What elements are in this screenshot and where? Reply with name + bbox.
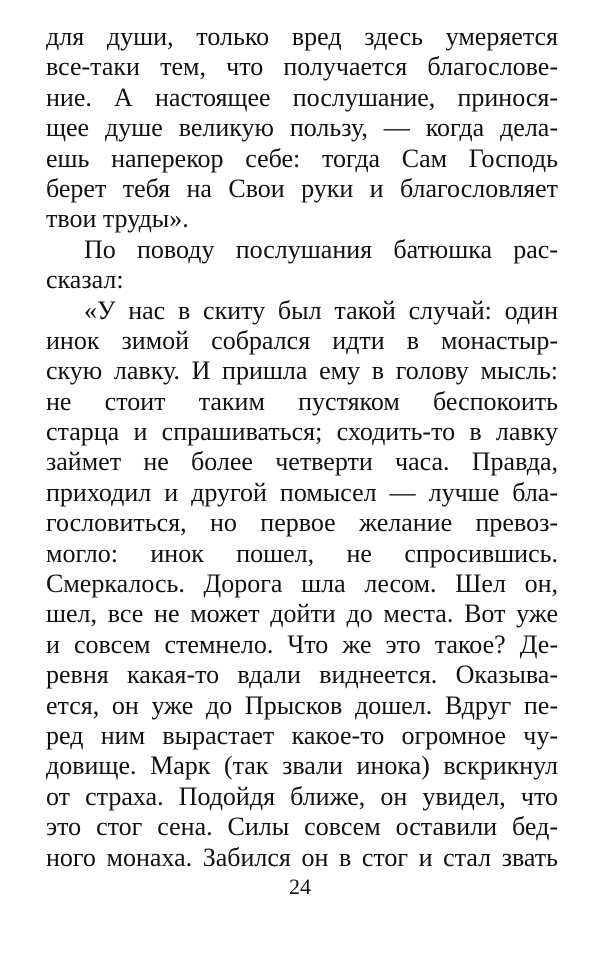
body-text	[46, 22, 558, 873]
text-line: все-таки тем, что получается благослове-	[46, 52, 558, 82]
paragraph-end-line: сказал:	[46, 265, 124, 295]
text-line: шел, все не может дойти до места. Вот уже	[46, 599, 558, 629]
text-line: гословиться, но первое желание превоз-	[46, 508, 558, 538]
text-line: щее душе великую пользу, — когда дела-	[46, 113, 558, 143]
paragraph-start-line: «У нас в скиту был такой случай: один	[84, 295, 558, 325]
text-line: ется, он уже до Прысков дошел. Вдруг пе-	[46, 690, 558, 720]
text-line: и совсем стемнело. Что же это такое? Де-	[46, 629, 558, 659]
text-line: приходил и другой помысел — лучше бла-	[46, 477, 558, 507]
text-line: ного монаха. Забился он в стог и стал звать	[46, 842, 558, 872]
text-line: старца и спрашиваться; сходить-то в лавку	[46, 417, 558, 447]
page-number: 24	[289, 874, 311, 899]
paragraph-end-line: твои труды».	[46, 204, 189, 234]
text-line: могло: инок пошел, не спросившись.	[46, 538, 558, 568]
text-line: берет тебя на Свои руки и благословляет	[46, 173, 558, 203]
text-line: займет не более четверти часа. Правда,	[46, 447, 558, 477]
text-line: скую лавку. И пришла ему в голову мысль:	[46, 356, 558, 386]
text-line: ред ним вырастает какое-то огромное чу-	[46, 720, 558, 750]
text-line: Смеркалось. Дорога шла лесом. Шел он,	[46, 569, 558, 599]
text-line: инок зимой собрался идти в монастыр-	[46, 325, 558, 355]
text-line: ревня какая-то вдали виднеется. Оказыва-	[46, 660, 558, 690]
text-line: не стоит таким пустяком беспокоить	[46, 386, 558, 416]
text-line: для души, только вред здесь умеряется	[46, 22, 558, 51]
text-line: довище. Марк (так звали инока) вскрикнул	[46, 751, 558, 781]
paragraph-start-line: По поводу послушания батюшка рас-	[84, 234, 558, 264]
text-line: ние. А настоящее послушание, принося-	[46, 82, 558, 112]
text-line: от страха. Подойдя ближе, он увидел, что	[46, 781, 558, 811]
text-line: это стог сена. Силы совсем оставили бед-	[46, 812, 558, 842]
text-line: ешь наперекор себе: тогда Сам Господь	[46, 143, 558, 173]
